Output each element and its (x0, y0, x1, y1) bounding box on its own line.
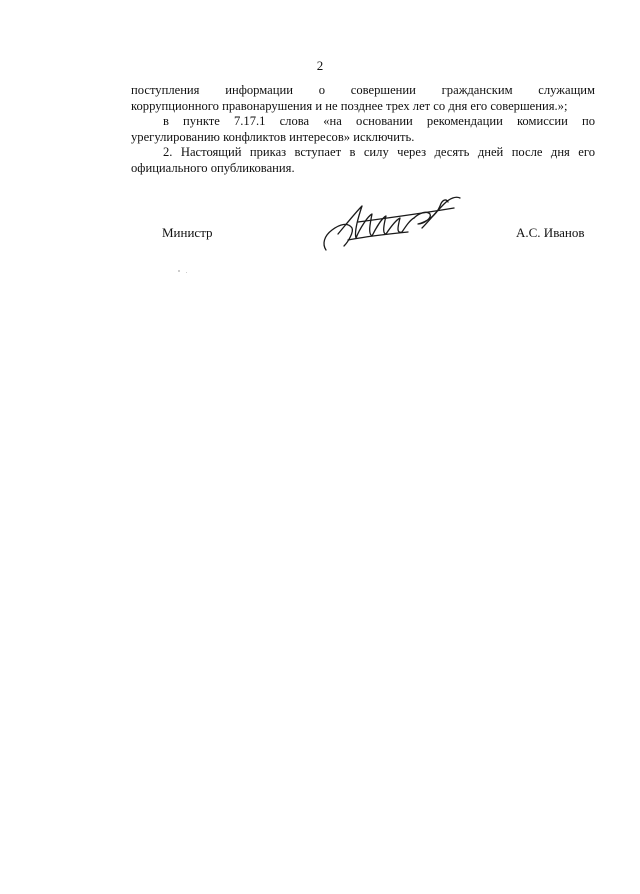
text-line: поступления информации о совершении гражданским служащим (131, 83, 595, 97)
paragraph-continuation (131, 83, 595, 114)
text-line: урегулированию конфликтов интересов» исключить. (131, 129, 415, 144)
document-body (131, 83, 595, 177)
signature-row (0, 222, 640, 262)
paragraph-amendment (131, 114, 595, 145)
page-number: 2 (316, 58, 324, 73)
scan-speck (178, 270, 180, 272)
handwritten-signature-icon (318, 192, 468, 262)
text-line: коррупционного правонарушения и не позднее трех лет со дня его совершения.»; (131, 98, 568, 113)
paragraph-effective-date (131, 145, 595, 176)
signatory-name: А.С. Иванов (516, 225, 585, 240)
text-line: 2. Настоящий приказ вступает в силу через десять дней после дня его (163, 145, 595, 160)
scan-speck (186, 272, 187, 273)
signatory-title: Министр (162, 225, 213, 240)
text-line: официального опубликования. (131, 160, 295, 175)
text-line: в пункте 7.17.1 слова «на основании рекомендации комиссии по (163, 114, 595, 129)
